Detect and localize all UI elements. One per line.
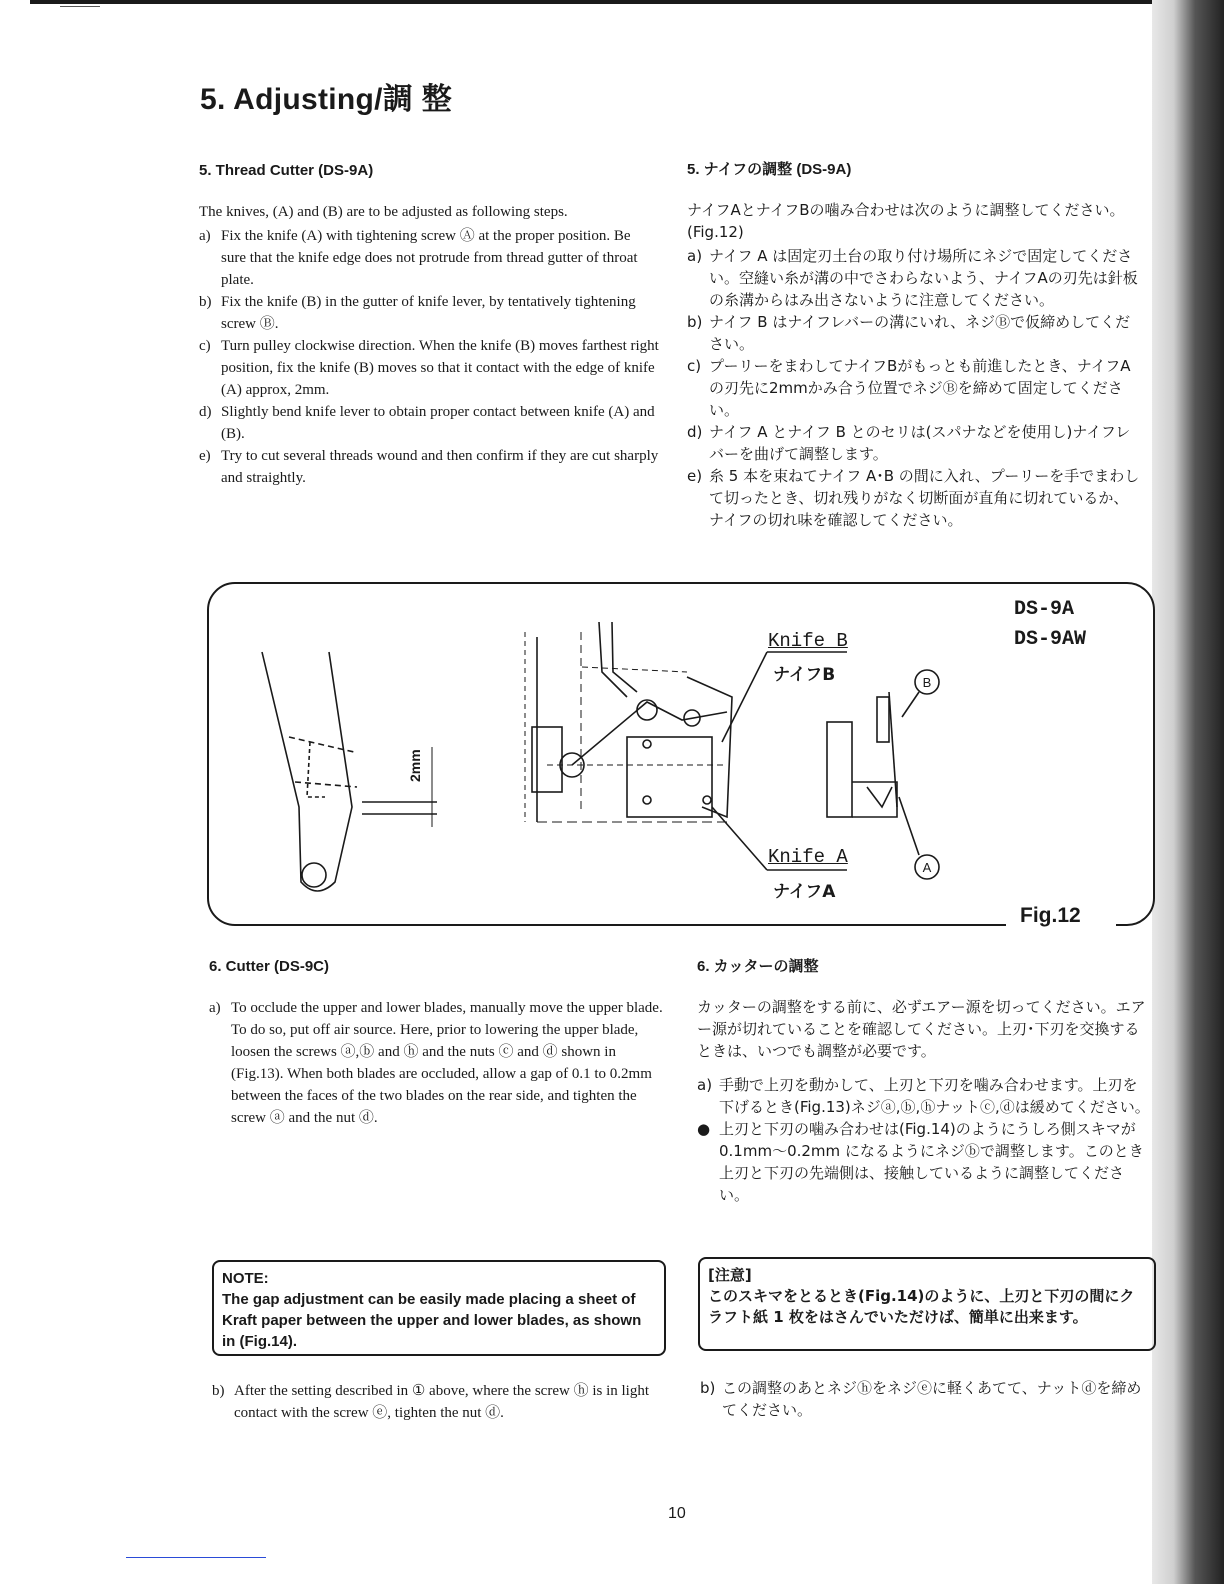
marker-a: A [922, 860, 932, 875]
list-item [199, 445, 659, 489]
bullet-item [697, 1118, 1152, 1206]
knife-blade-shape [262, 652, 352, 891]
item-label: a) [199, 228, 211, 244]
figure-12-drawing [207, 582, 1151, 922]
knife-b-label-jp: ナイフB [773, 665, 836, 685]
model-label-1: DS-9A [1014, 598, 1075, 621]
knife-hole [302, 863, 326, 887]
item-label: a) [697, 1076, 713, 1094]
note-text: このスキマをとるとき(Fig.14)のように、上刃と下刃の間にクラフト紙 1 枚をはさんでいただけば、簡単に出来ます。 [708, 1287, 1135, 1326]
section-5-english [199, 162, 659, 489]
item-text: Slightly bend knife lever to obtain proper contact between knife (A) and (B). [221, 404, 655, 442]
item-text: Fix the knife (A) with tightening screw Ⓐ at the proper position. Be sure that the knife edge does not protrude from thread gutter of throat plate. [221, 228, 638, 288]
top-scan-mark [60, 6, 100, 7]
item-text: この調整のあとネジⓗをネジⓔに軽くあてて、ナットⓓを締めてください。 [722, 1379, 1142, 1419]
item-label: a) [687, 247, 703, 265]
item-text: ナイフ A とナイフ B とのセリは(スパナなどを使用し)ナイフレバーを曲げて調整します。 [709, 423, 1131, 463]
section-heading: 5. Thread Cutter (DS-9A) [199, 162, 374, 179]
item-text: 糸 5 本を束ねてナイフ A･B の間に入れ、プーリーを手でまわして切ったとき、切れ残りがなく切断面が直角に切れているか、ナイフの切れ味を確認してください。 [709, 467, 1140, 529]
intro-text: ナイフAとナイフBの噛み合わせは次のように調整してください。(Fig.12) [687, 201, 1125, 241]
item-text: Try to cut several threads wound and then confirm if they are cut sharply and straightly. [221, 448, 659, 486]
item-text: ナイフ A は固定刃土台の取り付け場所にネジで固定してください。空縫い糸が溝の中でさわらないよう、ナイフAの刃先は針板の糸溝からはみ出さないように注意してください。 [709, 247, 1138, 309]
item-label: d) [687, 423, 703, 441]
item-text: 手動で上刃を動かして、上刃と下刃を噛み合わせます。上刃を下げるとき(Fig.13)ネジⓐ,ⓑ,ⓗナットⓒ,ⓓは緩めてください。 [719, 1076, 1150, 1116]
list-item [687, 245, 1142, 311]
list-item [199, 291, 659, 335]
page-title: 5. Adjusting/調 整 [200, 83, 453, 116]
knife-a-label-jp: ナイフA [773, 882, 836, 902]
item-text: プーリーをまわしてナイフBがもっとも前進したとき、ナイフAの刃先に2mmかみ合う位置でネジⒷを締めて固定してください。 [709, 357, 1131, 419]
list-item [687, 311, 1142, 355]
item-label: b) [212, 1383, 225, 1399]
list-item [687, 355, 1142, 421]
section-6-english-item-b [212, 1380, 664, 1424]
item-text: Turn pulley clockwise direction. When the knife (B) moves farthest right position, fix the knife (B) moves so that it contact with the edge of knife (A) approx, 2mm. [221, 338, 659, 398]
marker-b: B [922, 675, 932, 690]
scan-binding-edge [1152, 0, 1224, 1584]
item-text: ナイフ B はナイフレバーの溝にいれ、ネジⒷで仮締めしてください。 [709, 313, 1131, 353]
section-heading: 5. ナイフの調整 (DS-9A) [687, 161, 852, 178]
note-text: The gap adjustment can be easily made placing a sheet of Kraft paper between the upper and lower blades, as shown in (Fig.14). [222, 1291, 642, 1350]
item-label: e) [199, 448, 211, 464]
dimension-label: 2mm [407, 749, 423, 782]
item-text: After the setting described in ① above, where the screw ⓗ is in light contact with the screw ⓔ, tighten the nut ⓓ. [234, 1383, 649, 1421]
list-item [199, 225, 659, 291]
list-item [687, 421, 1142, 465]
section-body [199, 201, 659, 489]
item-text: To occlude the upper and lower blades, manually move the upper blade. To do so, put off air source. Here, prior to lowering the upper blade, loosen the screws ⓐ,ⓑ and ⓗ and the nuts ⓒ and ⓓ shown in (Fig.13). When both blades are occluded, allow a gap of 0.1 to 0.2mm between the faces of the two blades on the rear side, and tighten the screw ⓐ and the nut ⓓ. [231, 1000, 663, 1126]
section-body [687, 199, 1142, 531]
note-box-english [212, 1260, 666, 1356]
section-6-japanese-item-b [700, 1377, 1152, 1421]
top-scan-rule [30, 0, 1160, 4]
bottom-scan-line [126, 1557, 266, 1558]
page-number: 10 [668, 1505, 686, 1522]
item-text: Fix the knife (B) in the gutter of knife lever, by tentatively tightening screw Ⓑ. [221, 294, 636, 332]
list-item [687, 465, 1142, 531]
section-heading: 6. カッターの調整 [697, 958, 819, 975]
item-label: c) [199, 338, 211, 354]
list-item [700, 1377, 1152, 1421]
knife-b-leader [722, 652, 847, 742]
note-box-japanese [698, 1257, 1156, 1351]
list-item [697, 1074, 1152, 1118]
section-body [209, 997, 664, 1129]
section-6-japanese [697, 955, 1152, 1206]
section-5-japanese [687, 158, 1142, 531]
intro-text: カッターの調整をする前に、必ずエアー源を切ってください。エアー源が切れていることを確認してください。上刃･下刃を交換するときは、いつでも調整が必要です。 [697, 998, 1146, 1060]
list-item [199, 335, 659, 401]
item-label: c) [687, 357, 702, 375]
figure-caption: Fig.12 [1020, 904, 1081, 927]
item-label: b) [687, 313, 703, 331]
bullet-mark: ● [697, 1120, 711, 1138]
note-title: [注意] [708, 1266, 752, 1284]
list-item [209, 997, 664, 1129]
knife-a-label: Knife A [768, 846, 848, 868]
item-label: a) [209, 1000, 221, 1016]
item-label: e) [687, 467, 703, 485]
knife-b-label: Knife B [768, 630, 848, 652]
intro-text: The knives, (A) and (B) are to be adjusted as following steps. [199, 204, 568, 220]
list-item [212, 1380, 664, 1424]
item-text: 上刃と下刃の噛み合わせは(Fig.14)のようにうしろ側スキマが 0.1mm～0.2mm になるようにネジⓑで調整します。このとき上刃と下刃の先端側は、接触しているように調整してください。 [719, 1120, 1144, 1204]
model-label-2: DS-9AW [1014, 628, 1087, 651]
item-label: b) [700, 1379, 716, 1397]
item-label: d) [199, 404, 212, 420]
section-body [697, 996, 1152, 1206]
section-heading: 6. Cutter (DS-9C) [209, 958, 330, 975]
section-6-english [209, 958, 664, 1129]
note-title: NOTE: [222, 1270, 269, 1287]
item-label: b) [199, 294, 212, 310]
list-item [199, 401, 659, 445]
